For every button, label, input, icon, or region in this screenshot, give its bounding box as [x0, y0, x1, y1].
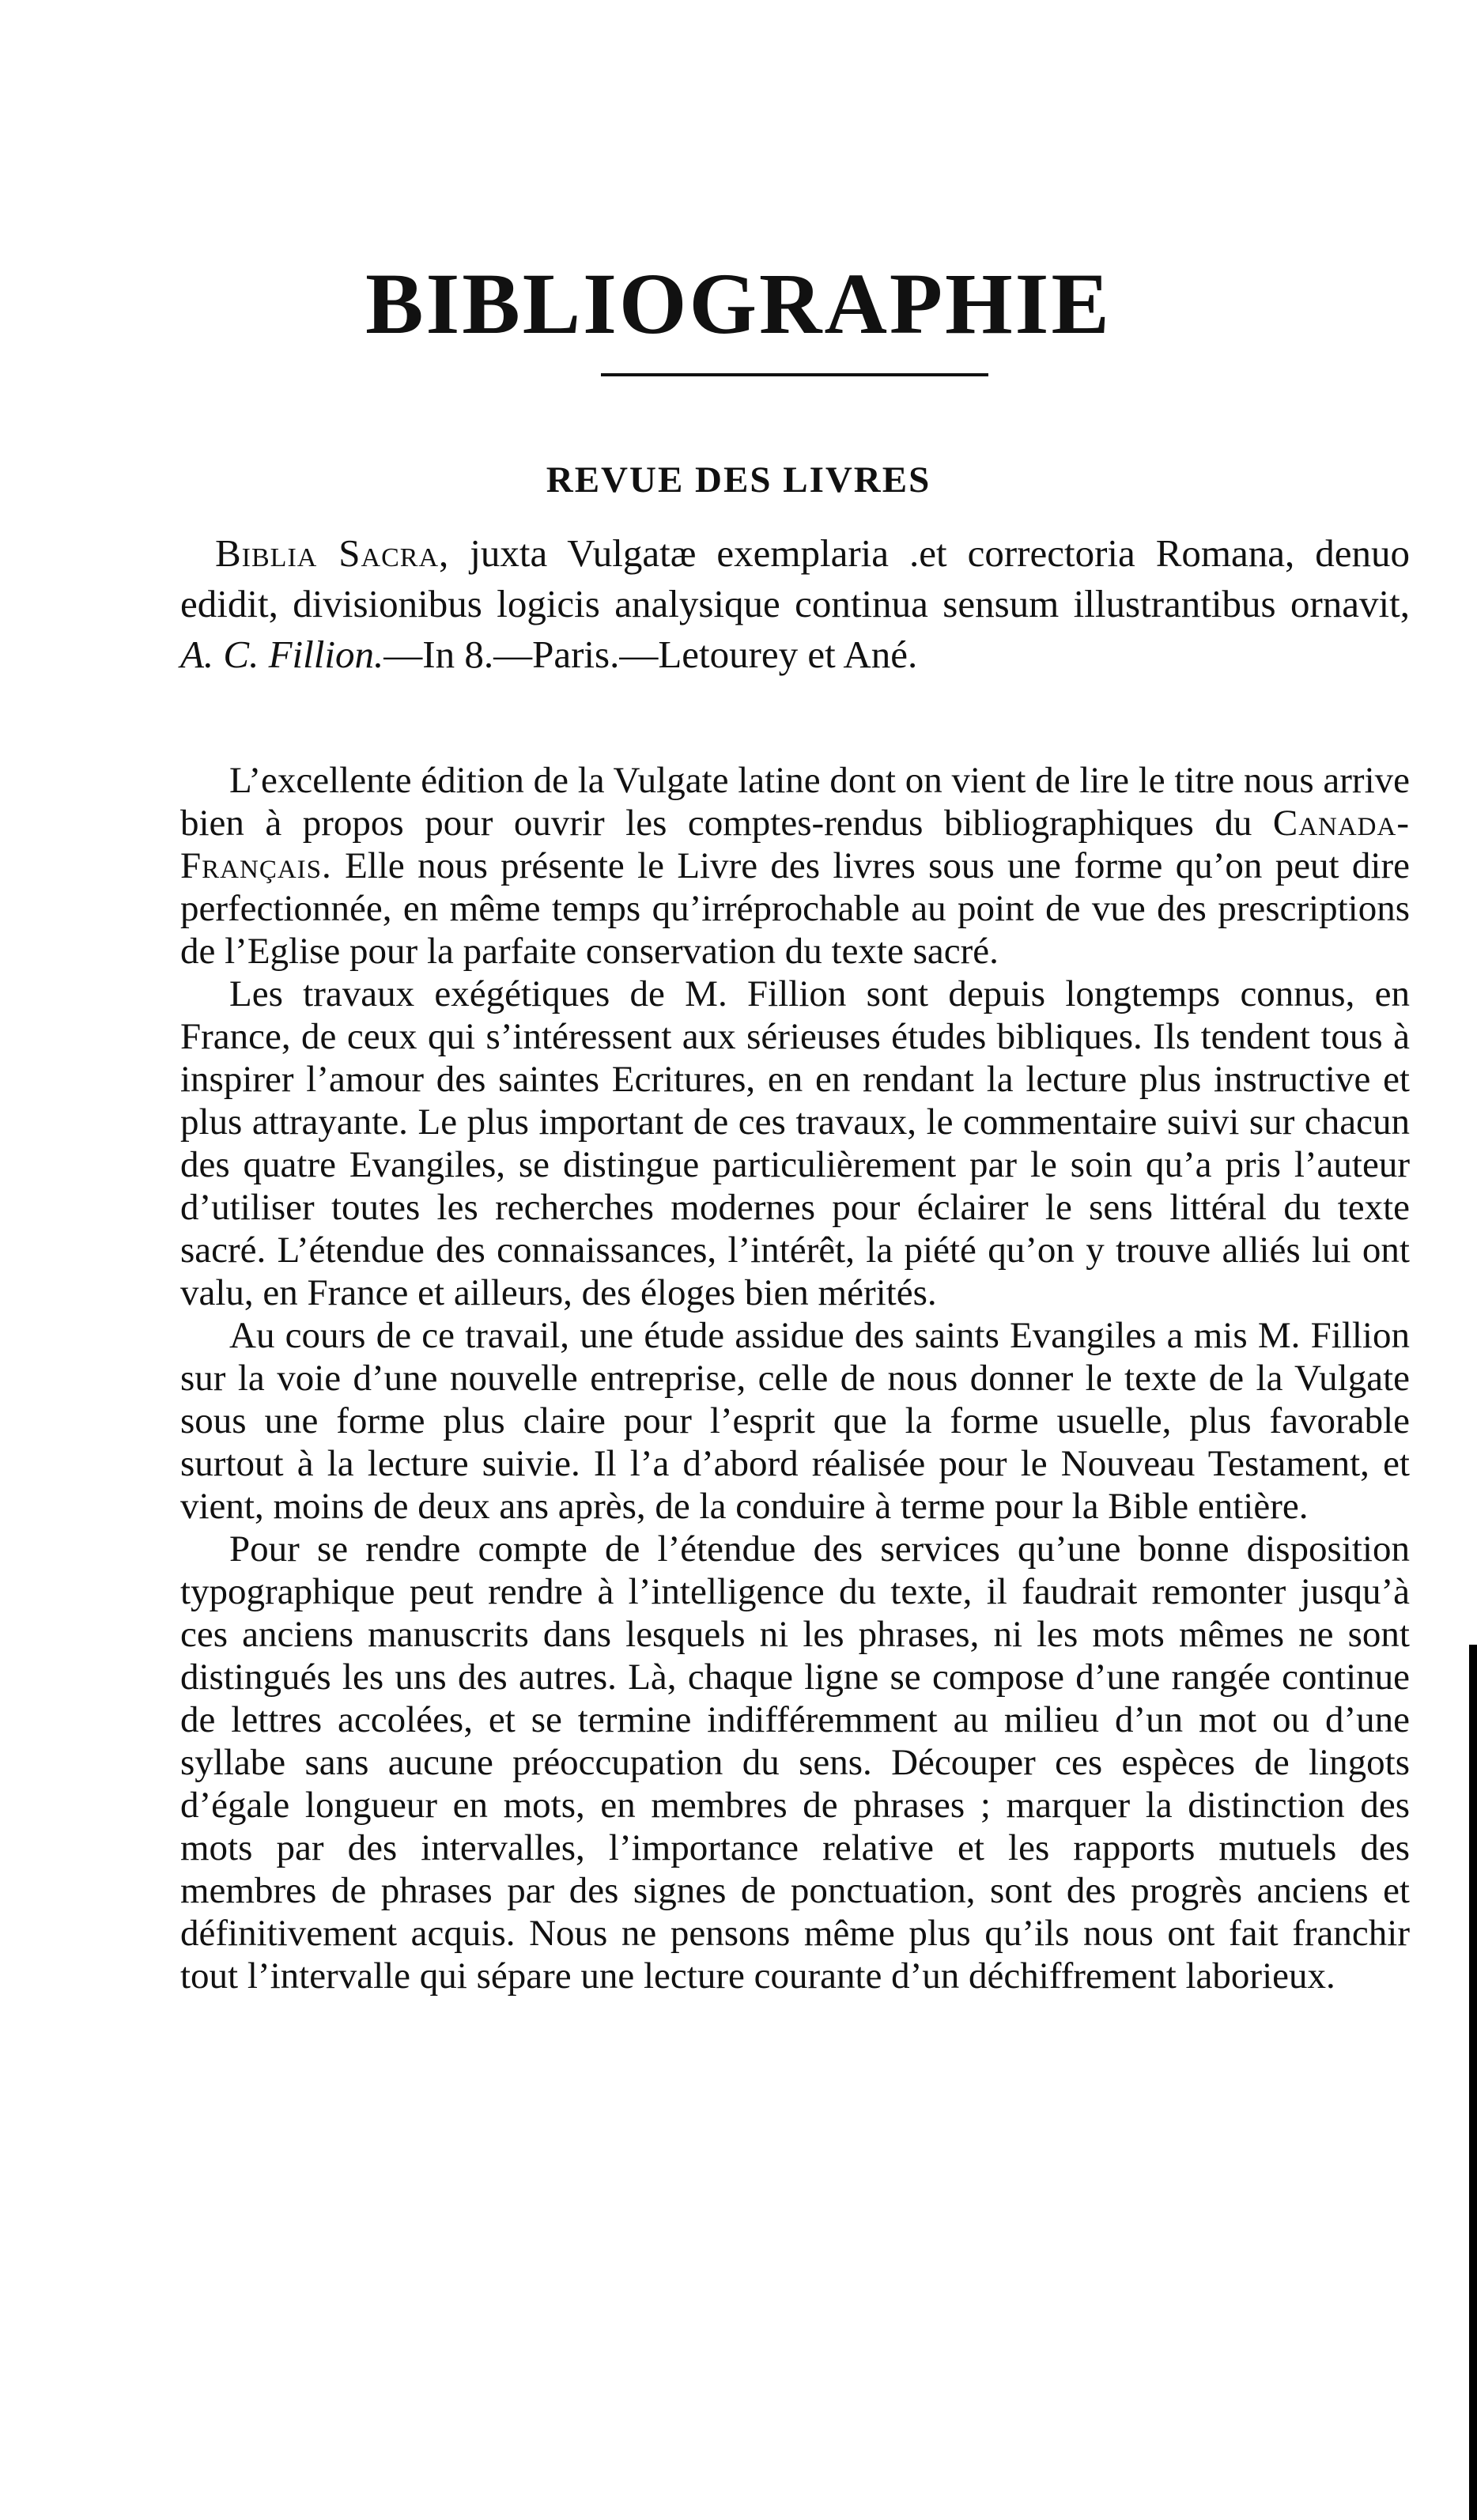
journal-name: Canada-Français. [180, 803, 1411, 886]
paragraph-1-text-2: Elle nous présente le Livre des livres sous une forme qu’on peut dire perfectionnée, en même temps qu’irréprochable au point de vue des prescriptions de l’Eglise pour la parfaite conservation du texte sacré. [180, 845, 1411, 972]
paragraph-2: Les travaux exégétiques de M. Fillion sont depuis longtemps connus, en France, de ceux qui s’intéressent aux sérieuses études bibliques. Ils tendent tous à inspirer l’amour des saintes Ecritures, en en rendant la lecture plus instructive et plus attrayante. Le plus important de ces travaux, le commentaire suivi sur chacun des quatre Evangiles, se distingue particulièrement par le soin qu’a pris l’auteur d’utiliser toutes les recherches modernes pour éclairer le sens littéral du texte sacré. L’étendue des connaissances, l’intérêt, la piété qu’on y trouve alliés lui ont valu, en France et ailleurs, des éloges bien mérités. [180, 973, 1410, 1313]
paragraph-3: Au cours de ce travail, une étude assidue des saints Evangiles a mis M. Fillion sur la voie d’une nouvelle entreprise, celle de nous donner le texte de la Vulgate sous une forme plus claire pour l’esprit que la forme usuelle, plus favorable surtout à la lecture suivie. Il l’a d’abord réalisée pour le Nouveau Testament, et vient, moins de deux ans après, de la conduire à terme pour la Bible entière. [180, 1315, 1410, 1527]
review-body [180, 759, 1410, 1997]
page-title: BIBLIOGRAPHIE [365, 255, 1112, 352]
entry-text-1: juxta Vulgatæ exemplaria .et correctoria Romana, denuo edidit, divisionibus logicis analysique continua sensum illustrantibus ornavit, [180, 531, 1410, 625]
book-title: Biblia Sacra, [215, 531, 450, 575]
entry-text-2: —In 8.—Paris.—Letourey et Ané. [383, 633, 918, 676]
paragraph-1-text-1: L’excellente édition de la Vulgate latine dont on vient de lire le titre nous arrive bien à propos pour ouvrir les comptes-rendus bibliographiques du [180, 760, 1410, 844]
page-edge-shadow [1469, 1645, 1477, 2520]
paragraph-4: Pour se rendre compte de l’étendue des services qu’une bonne disposition typographique peut rendre à l’intelligence du texte, il faudrait remonter jusqu’à ces anciens manuscrits dans lesquels ni les phrases, ni les mots mêmes ne sont distingués les uns des autres. Là, chaque ligne se compose d’une rangée continue de lettres accolées, et se termine indifféremment au milieu d’un mot ou d’une syllabe sans aucune préoccupation du sens. Découper ces espèces de lingots d’égale longueur en mots, en membres de phrases ; marquer la distinction des mots par des intervalles, l’importance relative et les rapports mutuels des membres de phrases par des signes de ponctuation, sont des progrès anciens et définitivement acquis. Nous ne pensons même plus qu’ils nous ont fait franchir tout l’intervalle qui sépare une lecture courante d’un déchiffrement laborieux. [180, 1528, 1410, 1997]
title-divider [601, 373, 988, 376]
bibliographic-entry [180, 528, 1410, 680]
section-heading: REVUE DES LIVRES [546, 459, 931, 501]
paragraph-1 [180, 759, 1410, 973]
entry-author: A. C. Fillion. [180, 633, 384, 676]
